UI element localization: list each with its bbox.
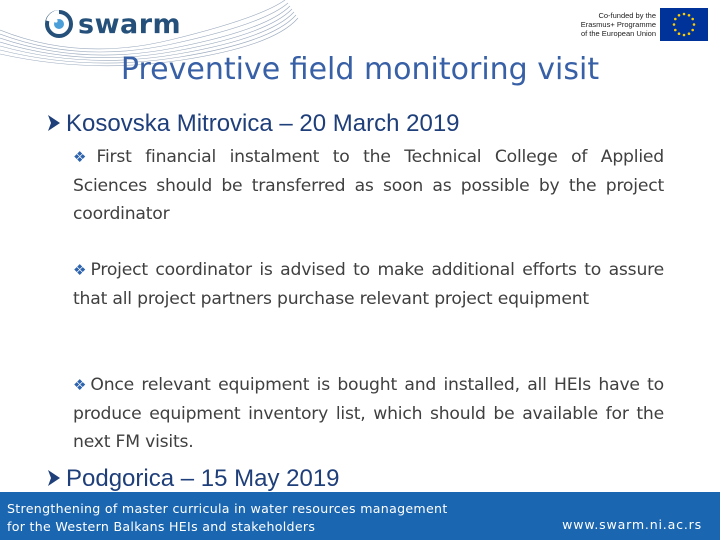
- section-heading-podgorica: [48, 465, 340, 493]
- slide-title: Preventive field monitoring visit: [120, 52, 600, 87]
- footer-line: Strengthening of master curricula in water resources management: [7, 501, 448, 516]
- bullet-item: [73, 143, 664, 229]
- eu-text-line: Co-funded by the: [598, 11, 656, 20]
- section-heading-text: Podgorica – 15 May 2019: [66, 465, 340, 492]
- eu-cofunded-badge: [560, 8, 710, 42]
- section-heading-kosovska-mitrovica: [48, 110, 460, 138]
- diamond-bullet-icon: ❖: [73, 148, 95, 166]
- eu-flag-icon: [660, 8, 708, 41]
- footer-project-name: [7, 500, 448, 536]
- bullet-item: [73, 256, 664, 313]
- footer-line: for the Western Balkans HEIs and stakeholders: [7, 519, 316, 534]
- swarm-logo-icon: [44, 9, 74, 39]
- bullet-item: [73, 371, 664, 457]
- footer-bar: [0, 492, 720, 540]
- footer-website-link[interactable]: www.swarm.ni.ac.rs: [562, 517, 702, 532]
- eu-text-line: Erasmus+ Programme: [580, 20, 656, 29]
- section-heading-text: Kosovska Mitrovica – 20 March 2019: [66, 110, 460, 137]
- logo-text: swarm: [78, 8, 182, 40]
- eu-cofunded-text: [560, 8, 660, 42]
- bullet-text: Once relevant equipment is bought and installed, all HEIs have to produce equipment inventory list, which should be available for the next FM visits.: [73, 375, 665, 452]
- diamond-bullet-icon: ❖: [73, 376, 89, 394]
- bullet-text: First financial instalment to the Technical College of Applied Sciences should be transferred as soon as possible by the project coordinator: [73, 147, 665, 224]
- eu-text-line: of the European Union: [580, 29, 656, 38]
- diamond-bullet-icon: ❖: [73, 261, 89, 279]
- swarm-logo: [44, 6, 181, 42]
- bullet-text: Project coordinator is advised to make additional efforts to assure that all project partners purchase relevant project equipment: [73, 260, 664, 309]
- arrow-bullet-icon: [48, 115, 60, 131]
- arrow-bullet-icon: [48, 470, 60, 486]
